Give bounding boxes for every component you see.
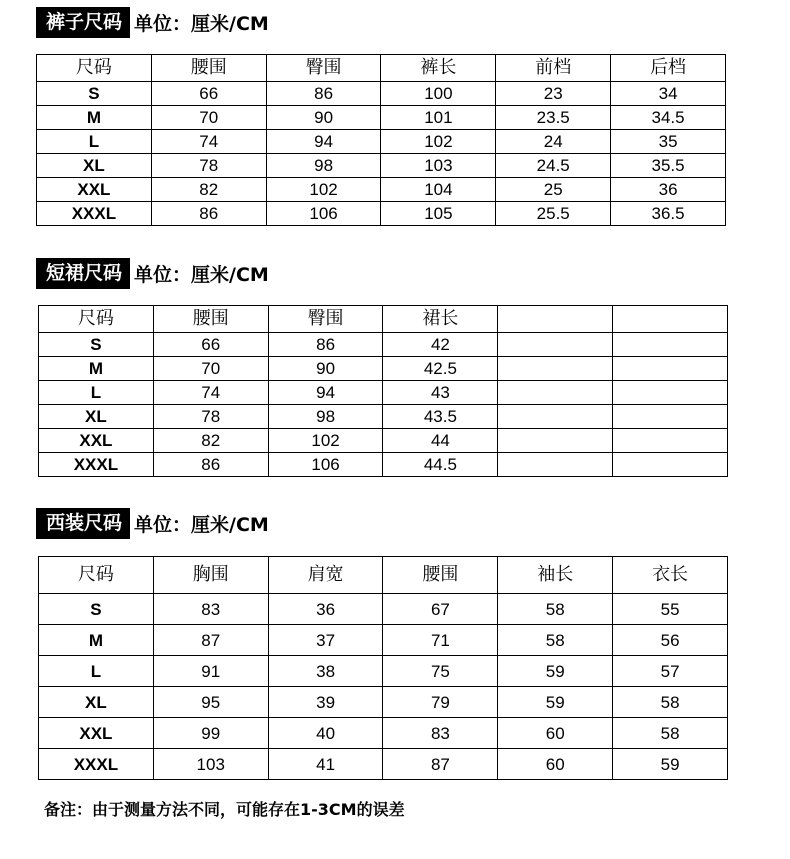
measurement-cell: 74: [151, 130, 266, 154]
measurement-cell: 59: [498, 656, 613, 687]
measurement-cell: 105: [381, 202, 496, 226]
measurement-cell: 56: [613, 625, 728, 656]
column-header: 尺码: [37, 55, 152, 82]
measurement-cell: 38: [268, 656, 383, 687]
column-header: 臀围: [266, 55, 381, 82]
column-header: 胸围: [153, 557, 268, 594]
column-header: [498, 306, 613, 333]
measurement-cell: 25.5: [496, 202, 611, 226]
measurement-cell: 58: [498, 625, 613, 656]
measurement-cell: 43: [383, 381, 498, 405]
size-label-cell: S: [39, 594, 154, 625]
measurement-cell: 42.5: [383, 357, 498, 381]
measurement-cell: [498, 429, 613, 453]
measurement-cell: 58: [498, 594, 613, 625]
measurement-cell: 82: [151, 178, 266, 202]
measurement-cell: [498, 453, 613, 477]
column-header: 前档: [496, 55, 611, 82]
table-row: [39, 405, 728, 429]
measurement-cell: 98: [266, 154, 381, 178]
measurement-cell: 78: [153, 405, 268, 429]
size-label-cell: M: [39, 357, 154, 381]
measurement-cell: 70: [153, 357, 268, 381]
measurement-cell: 83: [383, 718, 498, 749]
measurement-cell: 86: [266, 82, 381, 106]
column-header: 肩宽: [268, 557, 383, 594]
measurement-cell: 86: [268, 333, 383, 357]
measurement-cell: 79: [383, 687, 498, 718]
measurement-cell: 23: [496, 82, 611, 106]
measurement-cell: [498, 405, 613, 429]
measurement-cell: 86: [153, 453, 268, 477]
suit-section-header: [36, 508, 269, 539]
measurement-cell: [498, 333, 613, 357]
column-header: 尺码: [39, 306, 154, 333]
column-header: 后档: [611, 55, 726, 82]
table-row: [37, 82, 726, 106]
measurement-cell: 94: [266, 130, 381, 154]
measurement-cell: 41: [268, 749, 383, 780]
measurement-cell: [613, 333, 728, 357]
size-label-cell: L: [37, 130, 152, 154]
size-label-cell: XXXL: [39, 749, 154, 780]
table-row: [39, 718, 728, 749]
measurement-cell: 58: [613, 687, 728, 718]
suit-section-title: 西装尺码: [36, 508, 130, 539]
column-header: 腰围: [383, 557, 498, 594]
measurement-cell: 55: [613, 594, 728, 625]
measurement-cell: 100: [381, 82, 496, 106]
column-header: 腰围: [153, 306, 268, 333]
column-header: 裙长: [383, 306, 498, 333]
measurement-cell: 75: [383, 656, 498, 687]
size-label-cell: XL: [39, 405, 154, 429]
measurement-cell: [613, 357, 728, 381]
skirt-section-header: [36, 258, 269, 289]
measurement-cell: 36.5: [611, 202, 726, 226]
table-row: [37, 106, 726, 130]
measurement-cell: 25: [496, 178, 611, 202]
measurement-cell: 87: [383, 749, 498, 780]
skirt-size-table: [38, 305, 728, 477]
measurement-cell: 35.5: [611, 154, 726, 178]
table-row: [39, 453, 728, 477]
column-header: [613, 306, 728, 333]
measurement-cell: 98: [268, 405, 383, 429]
measurement-cell: [613, 429, 728, 453]
table-row: [37, 202, 726, 226]
measurement-cell: 43.5: [383, 405, 498, 429]
measurement-cell: [613, 381, 728, 405]
size-label-cell: M: [37, 106, 152, 130]
measurement-cell: 90: [266, 106, 381, 130]
measurement-cell: 66: [153, 333, 268, 357]
size-label-cell: XL: [37, 154, 152, 178]
measurement-cell: 91: [153, 656, 268, 687]
column-header: 臀围: [268, 306, 383, 333]
measurement-cell: 57: [613, 656, 728, 687]
measurement-cell: 103: [153, 749, 268, 780]
measurement-cell: 23.5: [496, 106, 611, 130]
table-header-row: [39, 306, 728, 333]
measurement-cell: 102: [381, 130, 496, 154]
skirt-section-title: 短裙尺码: [36, 258, 130, 289]
measurement-cell: 24.5: [496, 154, 611, 178]
column-header: 袖长: [498, 557, 613, 594]
size-label-cell: XXL: [39, 718, 154, 749]
column-header: 尺码: [39, 557, 154, 594]
measurement-cell: 58: [613, 718, 728, 749]
measurement-cell: 106: [266, 202, 381, 226]
table-row: [37, 154, 726, 178]
pants-unit-label: 单位：厘米/CM: [134, 13, 269, 35]
table-row: [39, 749, 728, 780]
measurement-cell: 102: [266, 178, 381, 202]
measurement-cell: 90: [268, 357, 383, 381]
size-label-cell: S: [37, 82, 152, 106]
size-label-cell: XXL: [37, 178, 152, 202]
size-label-cell: XL: [39, 687, 154, 718]
measurement-cell: 34: [611, 82, 726, 106]
table-header-row: [37, 55, 726, 82]
measurement-cell: 99: [153, 718, 268, 749]
measurement-cell: 34.5: [611, 106, 726, 130]
measurement-cell: [498, 381, 613, 405]
column-header: 腰围: [151, 55, 266, 82]
measurement-cell: [498, 357, 613, 381]
size-label-cell: XXL: [39, 429, 154, 453]
measurement-cell: 40: [268, 718, 383, 749]
table-row: [39, 656, 728, 687]
table-row: [39, 594, 728, 625]
table-row: [39, 357, 728, 381]
measurement-cell: 60: [498, 749, 613, 780]
measurement-cell: 71: [383, 625, 498, 656]
measurement-cell: 36: [268, 594, 383, 625]
measurement-note: 备注：由于测量方法不同，可能存在1-3CM的误差: [44, 800, 405, 819]
measurement-cell: 78: [151, 154, 266, 178]
measurement-cell: 59: [613, 749, 728, 780]
pants-size-table: [36, 54, 726, 226]
measurement-cell: 106: [268, 453, 383, 477]
measurement-cell: 83: [153, 594, 268, 625]
suit-size-table: [38, 556, 728, 780]
table-row: [39, 625, 728, 656]
measurement-cell: 44: [383, 429, 498, 453]
size-label-cell: S: [39, 333, 154, 357]
measurement-cell: 24: [496, 130, 611, 154]
measurement-cell: 101: [381, 106, 496, 130]
table-row: [37, 130, 726, 154]
measurement-cell: 36: [611, 178, 726, 202]
measurement-cell: 39: [268, 687, 383, 718]
measurement-cell: 74: [153, 381, 268, 405]
measurement-cell: 44.5: [383, 453, 498, 477]
measurement-cell: [613, 453, 728, 477]
pants-section-title: 裤子尺码: [36, 7, 130, 38]
measurement-cell: [613, 405, 728, 429]
size-label-cell: M: [39, 625, 154, 656]
skirt-unit-label: 单位：厘米/CM: [134, 264, 269, 286]
table-row: [39, 381, 728, 405]
suit-unit-label: 单位：厘米/CM: [134, 514, 269, 536]
measurement-cell: 87: [153, 625, 268, 656]
size-label-cell: L: [39, 656, 154, 687]
measurement-cell: 82: [153, 429, 268, 453]
table-header-row: [39, 557, 728, 594]
measurement-cell: 104: [381, 178, 496, 202]
measurement-cell: 102: [268, 429, 383, 453]
measurement-cell: 66: [151, 82, 266, 106]
column-header: 裤长: [381, 55, 496, 82]
table-row: [39, 687, 728, 718]
column-header: 衣长: [613, 557, 728, 594]
measurement-cell: 35: [611, 130, 726, 154]
table-row: [37, 178, 726, 202]
measurement-cell: 70: [151, 106, 266, 130]
size-label-cell: XXXL: [37, 202, 152, 226]
measurement-cell: 67: [383, 594, 498, 625]
measurement-cell: 59: [498, 687, 613, 718]
table-row: [39, 333, 728, 357]
measurement-cell: 94: [268, 381, 383, 405]
table-row: [39, 429, 728, 453]
measurement-cell: 95: [153, 687, 268, 718]
measurement-cell: 37: [268, 625, 383, 656]
size-label-cell: L: [39, 381, 154, 405]
measurement-cell: 42: [383, 333, 498, 357]
size-label-cell: XXXL: [39, 453, 154, 477]
measurement-cell: 103: [381, 154, 496, 178]
measurement-cell: 86: [151, 202, 266, 226]
pants-section-header: [36, 7, 269, 38]
measurement-cell: 60: [498, 718, 613, 749]
